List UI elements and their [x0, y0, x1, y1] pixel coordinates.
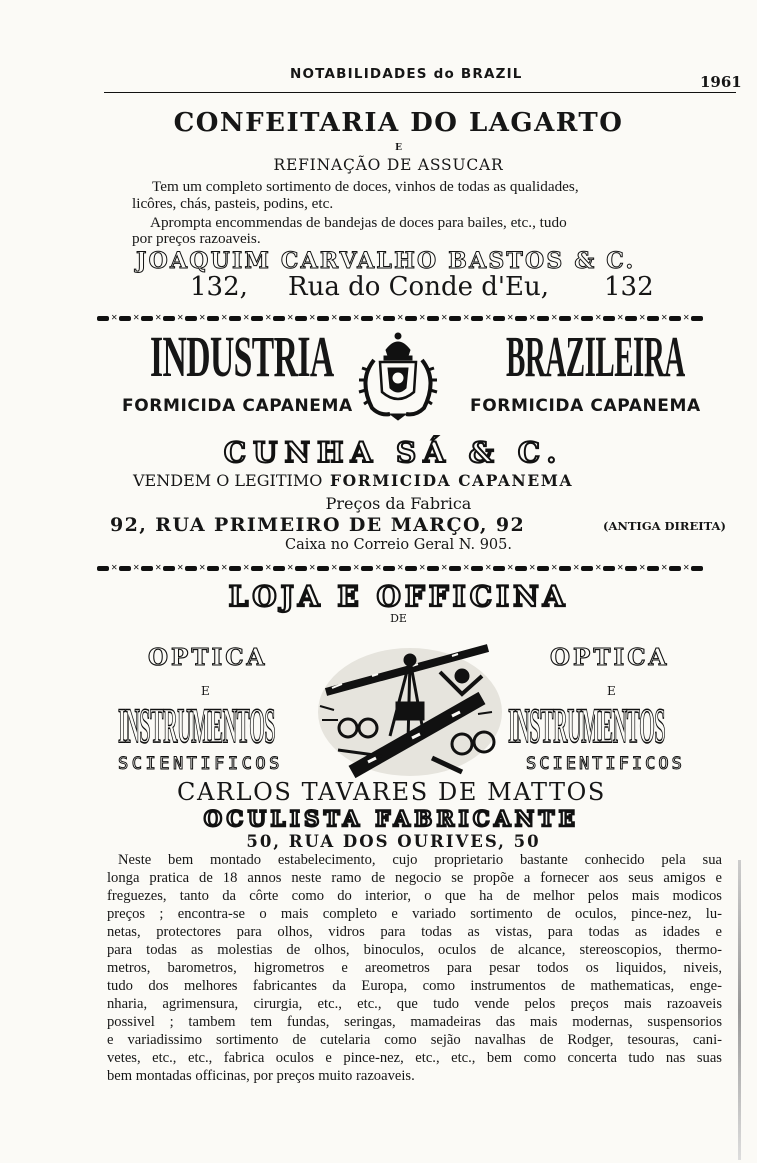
- ad3-body-line-8: tudo dos melhores fabricantes da Europa, como instrumentos de mathematicas, enge-: [107, 978, 722, 994]
- ad1-line-1: Tem um completo sortimento de doces, vinhos de todas as qualidades,: [152, 178, 579, 195]
- ad1-owner: JOAQUIM CARVALHO BASTOS & C.: [136, 248, 636, 274]
- ad1-address-number-right: 132: [604, 272, 654, 302]
- ad3-body-line-3: freguezes, tanto da côrte como do interior, o que ha de melhor pelos mais modicos: [107, 888, 722, 904]
- ad3-left-e: E: [201, 684, 210, 698]
- ad3-body-line-10: possivel ; tambem tem fundas, seringas, mamadeiras das mais modernas, suspensorios: [107, 1014, 722, 1030]
- ad1-address-street: Rua do Conde d'Eu,: [288, 272, 550, 302]
- running-title: NOTABILIDADES do BRAZIL: [290, 66, 523, 82]
- ad2-right-word: BRAZILEIRA: [506, 324, 685, 389]
- ad3-address: 50, RUA DOS OURIVES, 50: [246, 832, 541, 851]
- ad2-prices: Preços da Fabrica: [325, 494, 472, 513]
- ad3-title: LOJA E OFFICINA: [228, 580, 569, 613]
- ad3-body-line-11: e variadissimo sortimento de cutelaria como sejão navalhas de Rodger, tesouras, cani-: [107, 1032, 722, 1048]
- ad1-line-3: Apromptа encommendas de bandejas de doces para bailes, etc., tudo: [150, 214, 567, 231]
- ad2-left-word: INDUSTRIA: [150, 324, 334, 389]
- ad2-firm: CUNHA SÁ & C.: [223, 436, 564, 469]
- ad2-sell-prefix: VENDEM O LEGITIMO: [133, 471, 323, 490]
- ad2-address-note: (ANTIGA DIREITA): [603, 519, 726, 533]
- ad3-body-line-6: para todas as molestias de olhos, binoculos, oculos de alcance, stereoscopios, thermo-: [107, 942, 722, 958]
- ad3-body-line-2: longa pratica de 18 annos neste ramo de negocio se propõe a fornecer aos seus amigos e: [107, 870, 722, 886]
- ad3-right-instruments: INSTRUMENTOS: [508, 697, 666, 753]
- ad2-address-main: 92, RUA PRIMEIRO DE MARÇO, 92: [110, 514, 526, 536]
- ad3-body-line-9: nharia, agrimensura, cirurgia, etc., etc., que tudo vende pelos preços mais razoaveis: [107, 996, 722, 1012]
- ornamental-divider-1: ✕ ✕ ✕ ✕ ✕ ✕ ✕ ✕ ✕ ✕ ✕ ✕ ✕ ✕ ✕ ✕ ✕ ✕ ✕ ✕ ✕ ✕ ✕ ✕ ✕ ✕ ✕: [96, 314, 732, 322]
- ad2-right-product: FORMICIDA CAPANEMA: [470, 396, 701, 416]
- ad1-conjunction: E: [395, 143, 402, 153]
- ad3-left-scientific: SCIENTIFICOS: [118, 754, 283, 774]
- ornamental-divider-2: ✕ ✕ ✕ ✕ ✕ ✕ ✕ ✕ ✕ ✕ ✕ ✕ ✕ ✕ ✕ ✕ ✕ ✕ ✕ ✕ ✕ ✕ ✕ ✕ ✕ ✕ ✕: [96, 564, 732, 572]
- ad1-title: CONFEITARIA DO LAGARTO: [173, 108, 624, 138]
- ad3-de: DE: [390, 612, 407, 625]
- ad3-body-line-5: netas, protectores para olhos, vidros para todas as vistas, para todas as idades e: [107, 924, 722, 940]
- ad3-body-line-13: bem montadas officinas, por preços muito razoaveis.: [107, 1068, 415, 1084]
- ad3-owner: CARLOS TAVARES DE MATTOS: [177, 778, 606, 806]
- ad3-right-scientific: SCIENTIFICOS: [526, 754, 685, 774]
- ad2-left-product: FORMICIDA CAPANEMA: [122, 396, 353, 416]
- ad2-postbox: Caixa no Correio Geral N. 905.: [285, 537, 512, 553]
- ad1-line-2: licôres, chás, pasteis, podins, etc.: [132, 195, 334, 212]
- ad3-body-line-1: Neste bem montado estabelecimento, cujo proprietario bastante conhecido pela sua: [118, 852, 722, 868]
- ad3-right-optica: OPTICA: [550, 644, 670, 671]
- ad3-profession: OCULISTA FABRICANTE: [203, 806, 580, 831]
- ad3-right-e: E: [607, 684, 616, 698]
- ad3-left-instruments: INSTRUMENTOS: [118, 697, 276, 753]
- header-rule: [104, 92, 736, 93]
- ad3-body-line-12: vetes, etc., etc., fabrica oculos e pince-nez, etc., etc., bem como concerta tudo nas suas: [107, 1050, 722, 1066]
- ad3-body-line-4: preços ; encontra-se o mais completo e variado sortimento de oculos, pince-nez, lu-: [107, 906, 722, 922]
- page-number: 1961: [700, 73, 742, 91]
- imperial-coat-of-arms-icon: [350, 330, 446, 422]
- page-edge-shadow: [738, 860, 741, 1160]
- ad2-sell-product: FORMICIDA CAPANEMA: [330, 471, 574, 490]
- ad1-subtitle: REFINAÇÃO DE ASSUCAR: [273, 156, 504, 174]
- ad3-left-optica: OPTICA: [148, 644, 268, 671]
- ad1-address-number-left: 132,: [190, 272, 248, 302]
- ad3-body-line-7: metros, barometros, higrometros e areometros para pesar todos os liquidos, niveis,: [107, 960, 722, 976]
- ad1-line-4: por preços razoaveis.: [132, 230, 261, 247]
- optical-instruments-illustration-icon: [312, 632, 508, 782]
